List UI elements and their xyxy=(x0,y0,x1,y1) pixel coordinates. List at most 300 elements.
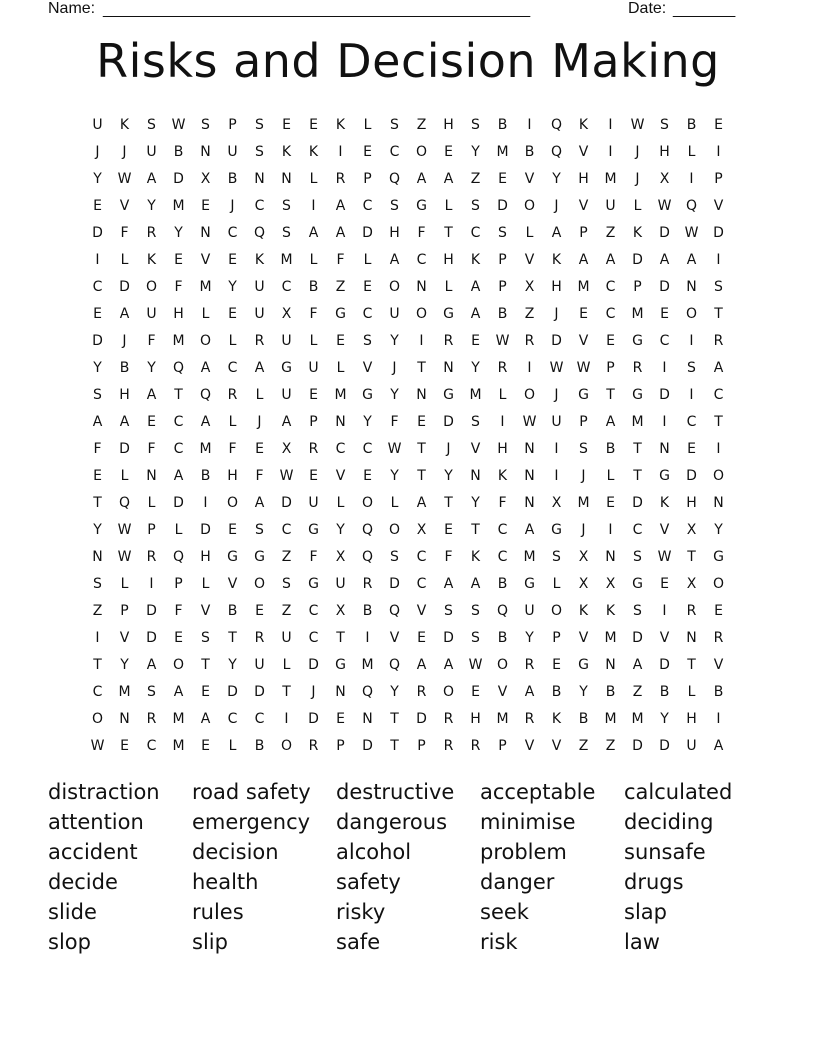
grid-letter: H xyxy=(200,549,211,565)
grid-letter: S xyxy=(147,117,156,133)
grid-letter: H xyxy=(686,711,697,727)
grid-letter: E xyxy=(282,117,291,133)
grid-letter: D xyxy=(362,225,373,241)
grid-row xyxy=(84,517,732,544)
grid-letter: U xyxy=(92,117,103,133)
grid-letter: B xyxy=(119,360,130,376)
grid-letter: Q xyxy=(172,549,185,565)
grid-letter: C xyxy=(686,414,697,430)
grid-letter: D xyxy=(497,198,508,214)
grid-letter: N xyxy=(281,171,292,187)
word-list-item: slide xyxy=(48,900,97,924)
grid-letter: S xyxy=(633,549,642,565)
grid-letter: L xyxy=(633,198,642,214)
grid-letter: N xyxy=(146,468,157,484)
grid-letter: T xyxy=(714,414,723,430)
grid-letter: C xyxy=(362,306,373,322)
grid-letter: E xyxy=(255,441,264,457)
grid-letter: N xyxy=(335,684,346,700)
grid-letter: Q xyxy=(388,171,401,187)
grid-letter: A xyxy=(308,225,319,241)
grid-letter: A xyxy=(281,414,292,430)
grid-letter: F xyxy=(174,603,183,619)
grid-letter: X xyxy=(686,522,697,538)
grid-letter: I xyxy=(527,117,532,133)
grid-letter: E xyxy=(201,738,210,754)
page-title: Risks and Decision Making xyxy=(96,34,720,88)
grid-letter: D xyxy=(308,711,319,727)
grid-letter: I xyxy=(500,414,505,430)
grid-letter: E xyxy=(606,333,615,349)
grid-row xyxy=(84,652,732,679)
grid-letter: H xyxy=(443,117,454,133)
grid-letter: N xyxy=(605,657,616,673)
grid-letter: U xyxy=(227,144,238,160)
grid-letter: D xyxy=(146,603,157,619)
grid-letter: T xyxy=(93,495,102,511)
grid-letter: D xyxy=(119,279,130,295)
grid-letter: D xyxy=(632,495,643,511)
grid-letter: T xyxy=(390,711,399,727)
grid-letter: L xyxy=(120,252,129,268)
grid-letter: R xyxy=(146,711,157,727)
grid-letter: A xyxy=(443,657,454,673)
grid-letter: A xyxy=(443,171,454,187)
date-field-line: _______ xyxy=(673,1,736,18)
grid-letter: D xyxy=(173,171,184,187)
grid-row xyxy=(84,733,732,760)
grid-letter: M xyxy=(280,252,293,268)
grid-letter: K xyxy=(551,711,562,727)
grid-letter: L xyxy=(336,360,345,376)
grid-letter: J xyxy=(554,387,559,403)
grid-letter: I xyxy=(608,522,613,538)
grid-letter: R xyxy=(254,630,265,646)
date-label: Date: xyxy=(628,0,667,17)
grid-row xyxy=(84,706,732,733)
grid-letter: Y xyxy=(660,711,669,727)
grid-letter: O xyxy=(442,684,455,700)
grid-letter: C xyxy=(281,522,292,538)
grid-letter: O xyxy=(253,576,266,592)
grid-letter: I xyxy=(554,468,559,484)
grid-letter: C xyxy=(146,738,157,754)
grid-letter: X xyxy=(200,171,211,187)
grid-row xyxy=(84,436,732,463)
grid-letter: P xyxy=(498,279,507,295)
grid-letter: S xyxy=(201,630,210,646)
word-list-item: seek xyxy=(480,900,529,924)
grid-letter: Y xyxy=(390,387,399,403)
grid-letter: R xyxy=(146,549,157,565)
grid-letter: F xyxy=(417,225,426,241)
grid-letter: P xyxy=(417,738,426,754)
grid-letter: L xyxy=(498,387,507,403)
grid-letter: S xyxy=(390,549,399,565)
grid-letter: D xyxy=(443,630,454,646)
grid-letter: V xyxy=(578,630,589,646)
grid-letter: K xyxy=(632,225,643,241)
grid-letter: B xyxy=(497,117,508,133)
grid-letter: Q xyxy=(550,117,563,133)
grid-letter: D xyxy=(632,630,643,646)
grid-letter: R xyxy=(308,738,319,754)
grid-letter: Z xyxy=(524,306,535,322)
grid-letter: N xyxy=(416,279,427,295)
grid-letter: D xyxy=(686,468,697,484)
grid-row xyxy=(84,112,732,139)
grid-letter: Q xyxy=(361,684,374,700)
grid-letter: E xyxy=(660,576,669,592)
grid-letter: P xyxy=(606,360,615,376)
grid-letter: C xyxy=(497,549,508,565)
grid-letter: N xyxy=(524,468,535,484)
grid-letter: S xyxy=(660,117,669,133)
grid-letter: D xyxy=(713,225,724,241)
grid-letter: L xyxy=(444,198,453,214)
grid-letter: T xyxy=(444,495,453,511)
grid-letter: E xyxy=(174,252,183,268)
grid-letter: E xyxy=(228,306,237,322)
grid-letter: C xyxy=(362,441,373,457)
grid-letter: U xyxy=(146,306,157,322)
grid-letter: I xyxy=(554,441,559,457)
grid-letter: N xyxy=(200,225,211,241)
grid-letter: I xyxy=(662,603,667,619)
grid-letter: H xyxy=(119,387,130,403)
grid-letter: A xyxy=(200,360,211,376)
grid-letter: L xyxy=(147,495,156,511)
grid-letter: U xyxy=(254,657,265,673)
grid-row xyxy=(84,328,732,355)
grid-letter: F xyxy=(390,414,399,430)
grid-letter: O xyxy=(685,306,698,322)
grid-letter: X xyxy=(281,441,292,457)
grid-letter: T xyxy=(471,522,480,538)
grid-letter: T xyxy=(444,225,453,241)
grid-letter: O xyxy=(496,657,509,673)
word-list-item: road safety xyxy=(192,780,311,804)
grid-letter: R xyxy=(308,441,319,457)
word-list-item: safety xyxy=(336,870,401,894)
grid-letter: W xyxy=(279,468,294,484)
grid-letter: M xyxy=(631,306,644,322)
grid-letter: M xyxy=(469,387,482,403)
grid-letter: I xyxy=(662,414,667,430)
grid-letter: M xyxy=(172,711,185,727)
grid-letter: U xyxy=(254,279,265,295)
grid-letter: G xyxy=(632,576,643,592)
grid-letter: E xyxy=(579,306,588,322)
grid-letter: Q xyxy=(496,603,509,619)
grid-letter: X xyxy=(551,495,562,511)
grid-letter: A xyxy=(470,576,481,592)
grid-letter: Y xyxy=(93,360,102,376)
grid-row xyxy=(84,490,732,517)
grid-letter: T xyxy=(417,360,426,376)
grid-letter: F xyxy=(147,441,156,457)
grid-letter: P xyxy=(579,225,588,241)
word-list-item: alcohol xyxy=(336,840,412,864)
grid-letter: E xyxy=(336,711,345,727)
grid-letter: T xyxy=(606,387,615,403)
grid-letter: S xyxy=(93,387,102,403)
grid-letter: R xyxy=(470,738,481,754)
grid-letter: Y xyxy=(471,495,480,511)
grid-letter: S xyxy=(255,144,264,160)
grid-letter: X xyxy=(605,576,616,592)
worksheet-header xyxy=(0,0,816,24)
grid-letter: C xyxy=(173,414,184,430)
grid-letter: C xyxy=(227,360,238,376)
grid-letter: E xyxy=(471,333,480,349)
grid-letter: V xyxy=(227,576,238,592)
grid-letter: E xyxy=(93,306,102,322)
grid-letter: O xyxy=(523,387,536,403)
grid-letter: Y xyxy=(525,630,534,646)
grid-letter: J xyxy=(581,468,586,484)
grid-letter: P xyxy=(336,738,345,754)
grid-letter: Z xyxy=(335,279,346,295)
grid-letter: E xyxy=(228,522,237,538)
grid-letter: I xyxy=(716,441,721,457)
grid-letter: C xyxy=(173,441,184,457)
grid-letter: W xyxy=(117,171,132,187)
grid-letter: Z xyxy=(605,738,616,754)
word-list-item: decision xyxy=(192,840,279,864)
grid-letter: D xyxy=(173,495,184,511)
word-list-item: drugs xyxy=(624,870,684,894)
word-list-item: slop xyxy=(48,930,91,954)
word-list-item: calculated xyxy=(624,780,733,804)
grid-letter: H xyxy=(443,252,454,268)
grid-letter: V xyxy=(578,198,589,214)
grid-letter: Z xyxy=(416,117,427,133)
grid-letter: Q xyxy=(685,198,698,214)
grid-letter: R xyxy=(443,711,454,727)
grid-letter: C xyxy=(659,333,670,349)
grid-letter: E xyxy=(120,738,129,754)
grid-letter: I xyxy=(608,117,613,133)
grid-letter: L xyxy=(363,252,372,268)
grid-letter: J xyxy=(392,360,397,376)
grid-letter: D xyxy=(389,576,400,592)
grid-letter: A xyxy=(551,225,562,241)
grid-letter: N xyxy=(659,441,670,457)
grid-row xyxy=(84,355,732,382)
grid-letter: J xyxy=(95,144,100,160)
grid-letter: U xyxy=(551,414,562,430)
grid-letter: M xyxy=(577,495,590,511)
grid-letter: W xyxy=(90,738,105,754)
grid-letter: N xyxy=(686,630,697,646)
grid-letter: W xyxy=(684,225,699,241)
grid-letter: L xyxy=(687,684,696,700)
grid-letter: P xyxy=(498,738,507,754)
grid-letter: F xyxy=(93,441,102,457)
grid-letter: S xyxy=(471,414,480,430)
grid-letter: A xyxy=(416,171,427,187)
grid-letter: G xyxy=(308,576,319,592)
grid-letter: G xyxy=(524,576,535,592)
grid-letter: M xyxy=(118,684,131,700)
grid-letter: L xyxy=(525,225,534,241)
grid-row xyxy=(84,139,732,166)
grid-row xyxy=(84,625,732,652)
grid-letter: E xyxy=(660,306,669,322)
grid-letter: X xyxy=(686,576,697,592)
grid-letter: X xyxy=(335,603,346,619)
grid-letter: G xyxy=(578,657,589,673)
grid-letter: E xyxy=(471,684,480,700)
grid-letter: T xyxy=(93,657,102,673)
grid-letter: N xyxy=(335,414,346,430)
grid-letter: H xyxy=(551,279,562,295)
grid-row xyxy=(84,598,732,625)
grid-letter: V xyxy=(335,468,346,484)
grid-letter: L xyxy=(552,576,561,592)
grid-letter: U xyxy=(281,333,292,349)
grid-letter: J xyxy=(581,522,586,538)
grid-letter: V xyxy=(713,198,724,214)
grid-letter: J xyxy=(311,684,316,700)
grid-letter: E xyxy=(687,441,696,457)
grid-letter: I xyxy=(689,387,694,403)
name-field-line: ________________________________________________ xyxy=(103,1,531,18)
grid-letter: B xyxy=(362,603,373,619)
grid-letter: X xyxy=(659,171,670,187)
grid-letter: A xyxy=(254,360,265,376)
grid-letter: M xyxy=(199,441,212,457)
grid-letter: A xyxy=(470,279,481,295)
grid-letter: G xyxy=(551,522,562,538)
grid-letter: N xyxy=(470,468,481,484)
grid-letter: D xyxy=(200,522,211,538)
grid-letter: S xyxy=(282,225,291,241)
grid-letter: M xyxy=(604,171,617,187)
grid-letter: L xyxy=(174,522,183,538)
word-list-item: attention xyxy=(48,810,144,834)
grid-letter: N xyxy=(92,549,103,565)
grid-letter: V xyxy=(578,333,589,349)
grid-letter: C xyxy=(227,225,238,241)
grid-letter: E xyxy=(147,414,156,430)
grid-letter: E xyxy=(201,684,210,700)
grid-letter: D xyxy=(551,333,562,349)
grid-letter: B xyxy=(254,738,265,754)
grid-letter: W xyxy=(576,360,591,376)
grid-letter: F xyxy=(228,441,237,457)
grid-letter: L xyxy=(120,468,129,484)
grid-letter: S xyxy=(255,117,264,133)
grid-row xyxy=(84,220,732,247)
grid-letter: B xyxy=(524,144,535,160)
grid-letter: V xyxy=(524,252,535,268)
grid-letter: Z xyxy=(92,603,103,619)
grid-letter: D xyxy=(92,225,103,241)
grid-letter: K xyxy=(551,252,562,268)
grid-letter: D xyxy=(659,225,670,241)
grid-letter: X xyxy=(578,549,589,565)
grid-letter: V xyxy=(200,252,211,268)
grid-letter: E xyxy=(606,495,615,511)
grid-letter: I xyxy=(203,495,208,511)
grid-letter: M xyxy=(199,279,212,295)
grid-letter: C xyxy=(605,306,616,322)
grid-letter: J xyxy=(554,306,559,322)
grid-letter: F xyxy=(309,549,318,565)
grid-letter: Y xyxy=(228,657,237,673)
grid-letter: M xyxy=(631,711,644,727)
grid-letter: W xyxy=(657,198,672,214)
grid-letter: D xyxy=(92,333,103,349)
grid-letter: S xyxy=(498,225,507,241)
grid-letter: D xyxy=(659,657,670,673)
grid-letter: G xyxy=(659,468,670,484)
grid-letter: L xyxy=(201,576,210,592)
grid-letter: A xyxy=(470,306,481,322)
grid-letter: A xyxy=(605,252,616,268)
grid-letter: R xyxy=(524,711,535,727)
word-list-item: distraction xyxy=(48,780,160,804)
grid-letter: P xyxy=(579,414,588,430)
grid-letter: G xyxy=(227,549,238,565)
grid-letter: A xyxy=(605,414,616,430)
grid-letter: Y xyxy=(444,468,453,484)
grid-letter: A xyxy=(416,657,427,673)
grid-row xyxy=(84,463,732,490)
grid-letter: Y xyxy=(363,414,372,430)
grid-letter: N xyxy=(686,279,697,295)
grid-letter: G xyxy=(713,549,724,565)
grid-letter: B xyxy=(578,711,589,727)
grid-letter: E xyxy=(363,144,372,160)
grid-letter: C xyxy=(605,279,616,295)
grid-letter: C xyxy=(470,225,481,241)
grid-letter: E xyxy=(552,657,561,673)
grid-letter: E xyxy=(336,333,345,349)
grid-letter: N xyxy=(443,360,454,376)
grid-letter: Q xyxy=(118,495,131,511)
grid-letter: E xyxy=(498,171,507,187)
grid-letter: N xyxy=(200,144,211,160)
grid-letter: O xyxy=(91,711,104,727)
grid-letter: S xyxy=(390,198,399,214)
grid-letter: E xyxy=(228,252,237,268)
grid-letter: E xyxy=(363,468,372,484)
grid-letter: G xyxy=(335,306,346,322)
grid-row xyxy=(84,571,732,598)
grid-letter: C xyxy=(362,198,373,214)
grid-letter: O xyxy=(523,198,536,214)
word-list-item: danger xyxy=(480,870,555,894)
grid-letter: W xyxy=(549,360,564,376)
grid-letter: V xyxy=(497,684,508,700)
grid-letter: A xyxy=(335,225,346,241)
grid-letter: M xyxy=(496,711,509,727)
grid-letter: C xyxy=(92,684,103,700)
grid-letter: E xyxy=(714,117,723,133)
grid-letter: K xyxy=(119,117,130,133)
word-list-item: dangerous xyxy=(336,810,448,834)
grid-letter: J xyxy=(446,441,451,457)
grid-letter: I xyxy=(716,252,721,268)
grid-letter: E xyxy=(714,603,723,619)
grid-letter: T xyxy=(336,630,345,646)
grid-letter: A xyxy=(443,576,454,592)
grid-letter: V xyxy=(713,657,724,673)
grid-letter: G xyxy=(443,306,454,322)
